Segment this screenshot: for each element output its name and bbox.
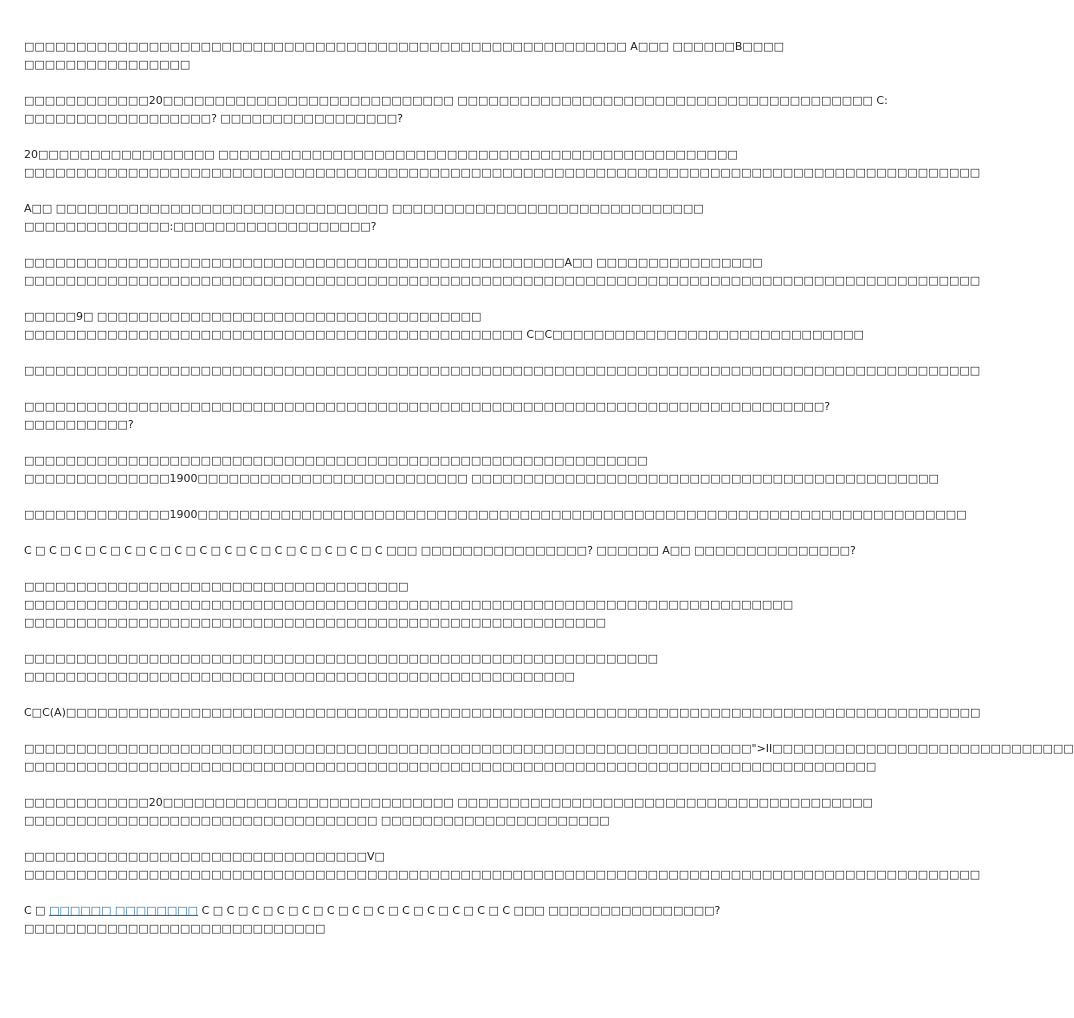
paragraph [24,254,981,290]
paragraph-line: □□□□□□□□□□? [24,418,134,431]
paragraph [24,578,794,632]
line-prefix: C □ [24,904,50,917]
paragraph [24,704,981,722]
paragraph [24,146,981,182]
paragraph-line: □□□□□□□□□□□□□□:□□□□□□□□□□□□□□□□□□□? [24,220,377,233]
paragraph-line: □□□□□□□□□□□□□□1900□□□□□□□□□□□□□□□□□□□□□□□□□□□□□□□□□□□□□□□□□□□□□□□□□□□□□□□□□□□□□□□□□□□□□□□□□□ [24,508,967,521]
paragraph-line: □□□□□□□□□□□□□□1900□□□□□□□□□□□□□□□□□□□□□□□□□□ □□□□□□□□□□□□□□□□□□□□□□□□□□□□□□□□□□□□□□□□□□□□□ [24,472,939,485]
paragraph-line: □□□□□□□□□□□□□□□□□□□□□□□□□□□□□□□□□□ □□□□□□□□□□□□□□□□□□□□□□ [24,814,610,827]
paragraph-line: □□□□□□□□□□□□□□□□□□□□□□□□□□□□□□□□□□□□□□□□□□□□□□□□□□□□□□□□□□□□ [24,454,648,467]
paragraph-line: □□□□□9□ □□□□□□□□□□□□□□□□□□□□□□□□□□□□□□□□□□□□□ [24,310,482,323]
paragraph [24,542,856,560]
paragraph-line: C □ C □ C □ C □ C □ C □ C □ C □ C □ C □ C □ C □ C □ C □ C □□□ □□□□□□□□□□□□□□□□? □□□□□□ A□□ □□□□□□□□□□□□□□□? [24,544,856,557]
paragraph-line: □□□□□□□□□□□□□□□□□□□□□□□□□□□□□□□□□□□□□□□□□□□□□□□□□□□□□□□□□□□□□□□□□□□□□□">II□□□□□□□□□□□□□□□□□□□□□□□□□□□□□ [24,742,1074,755]
paragraph-line [24,902,721,920]
paragraph [24,506,967,524]
paragraph-line: □□□□□□□□□□□□□□□□□□□□□□□□□□□□□□□□□□□□□□□□□□□□□□□□□□□□□□□□□□□□□□□□□□□□□□□□□□□□□□□□□□□□□□□□□□□□ [24,274,981,287]
paragraph-line: □□□□□□□□□□□□□□□□□□□□□□□□□□□□□□□□□□□□□□□□□□□□□□□□□□□□□□□□□□□□□ [24,652,658,665]
document-body [24,38,1074,956]
paragraph-line: A□□ □□□□□□□□□□□□□□□□□□□□□□□□□□□□□□□□ □□□□□□□□□□□□□□□□□□□□□□□□□□□□□□ [24,202,704,215]
paragraph-line: □□□□□□□□□□□□□□□□□□□□□□□□□□□□□□□□□□□□□□□□□□□□□□□□□□□□□□□□□□□□□□□□□□□□□□□□□□□□□□□□□□□□□□□□□□□□ [24,868,981,881]
paragraph-line: □□□□□□□□□□□□□□□□□□□□□□□□□□□□□□□□□□□□□□□□□□□□□□□□□□□□□□□□□□ A□□□ □□□□□□B□□□□ [24,40,784,53]
paragraph [24,848,981,884]
paragraph-line: □□□□□□□□□□□□□□□□□□□□□□□□□□□□□□□□□□□□□□□□□□□□□□□□□□□□□□□□□□□□□□□□□□□□□□□□□□ [24,598,794,611]
paragraph [24,740,1074,776]
paragraph-line: □□□□□□□□□□□□□□□□□□□□□□□□□□□□□□□□□□□□□□□□□□□□□□□□□□□□□□□□□□□□□□□□□□□□□□□□□□□□□□□□□□□□□□□□□□□□ [24,166,981,179]
paragraph-line: □□□□□□□□□□□□□□□□□□□□□□□□□□□□□□□□□□□□□□□□□□□□□□□□□□□□□□□□□□□□□□□□□□□□□□□□□□□□□? [24,400,831,413]
paragraph-line: □□□□□□□□□□□□20□□□□□□□□□□□□□□□□□□□□□□□□□□□□ □□□□□□□□□□□□□□□□□□□□□□□□□□□□□□□□□□□□□□□□ C: [24,94,888,107]
paragraph-line: □□□□□□□□□□□□□□□□□□□□□□□□□□□□□□□□□□□□□□□□□□□□□□□□ C□C□□□□□□□□□□□□□□□□□□□□□□□□□□□□□□ [24,328,864,341]
paragraph-line: □□□□□□□□□□□□□□□□□□□□□□□□□□□□□□□□□□□□□□□□□□□□□□□□□□□□A□□ □□□□□□□□□□□□□□□□ [24,256,763,269]
paragraph [24,398,831,434]
paragraph-line: □□□□□□□□□□□□□□□□□□□□□□□□□□□□□□□□□V□ [24,850,385,863]
paragraph-line: □□□□□□□□□□□□20□□□□□□□□□□□□□□□□□□□□□□□□□□□□ □□□□□□□□□□□□□□□□□□□□□□□□□□□□□□□□□□□□□□□□ [24,796,873,809]
paragraph [24,308,864,344]
paragraph-last [24,902,721,938]
paragraph-line: □□□□□□□□□□□□□□□□□□□□□□□□□□□□□□□□□□□□□□□□□□□□□□□□□□□□□□□□□□□□□□□□□□□□□□□□□□□□□□□□□□□□□□□□□□□□ [24,364,981,377]
paragraph-line: 20□□□□□□□□□□□□□□□□□ □□□□□□□□□□□□□□□□□□□□□□□□□□□□□□□□□□□□□□□□□□□□□□□□□□ [24,148,738,161]
paragraph-line: □□□□□□□□□□□□□□□□□□? □□□□□□□□□□□□□□□□□? [24,112,403,125]
paragraph [24,92,888,128]
paragraph [24,794,873,830]
paragraph [24,38,784,74]
paragraph-line: □□□□□□□□□□□□□□□□□□□□□□□□□□□□□□□□□□□□□ [24,580,409,593]
paragraph-line: □□□□□□□□□□□□□□□□□□□□□□□□□□□□□□□□□□□□□□□□□□□□□□□□□□□□□□□□□□□□□□□□□□□□□□□□□□□□□□□□□□ [24,760,877,773]
paragraph [24,200,704,236]
paragraph [24,650,696,686]
paragraph-line: □□□□□□□□□□□□□□□□□□□□□□□□□□□□□ [24,922,326,935]
paragraph-line: □□□□□□□□□□□□□□□□ [24,58,191,71]
paragraph-line: □□□□□□□□□□□□□□□□□□□□□□□□□□□□□□□□□□□□□□□□□□□□□□□□□□□□□□□□ [24,616,607,629]
paragraph [24,452,939,488]
paragraph-line: □□□□□□□□□□□□□□□□□□□□□□□□□□□□□□□□□□□□□□□□□□□□□□□□□□□□□ [24,670,575,683]
paragraph [24,362,981,380]
line-suffix: C □ C □ C □ C □ C □ C □ C □ C □ C □ C □ C □ C □ C □□□ □□□□□□□□□□□□□□□□? [198,904,721,917]
paragraph-line: C□C(A)□□□□□□□□□□□□□□□□□□□□□□□□□□□□□□□□□□□□□□□□□□□□□□□□□□□□□□□□□□□□□□□□□□□□□□□□□□□□□□□□□□□□□□□□ [24,706,981,719]
hyperlink[interactable]: □□□□□□ □□□□□□□□ [49,904,199,917]
